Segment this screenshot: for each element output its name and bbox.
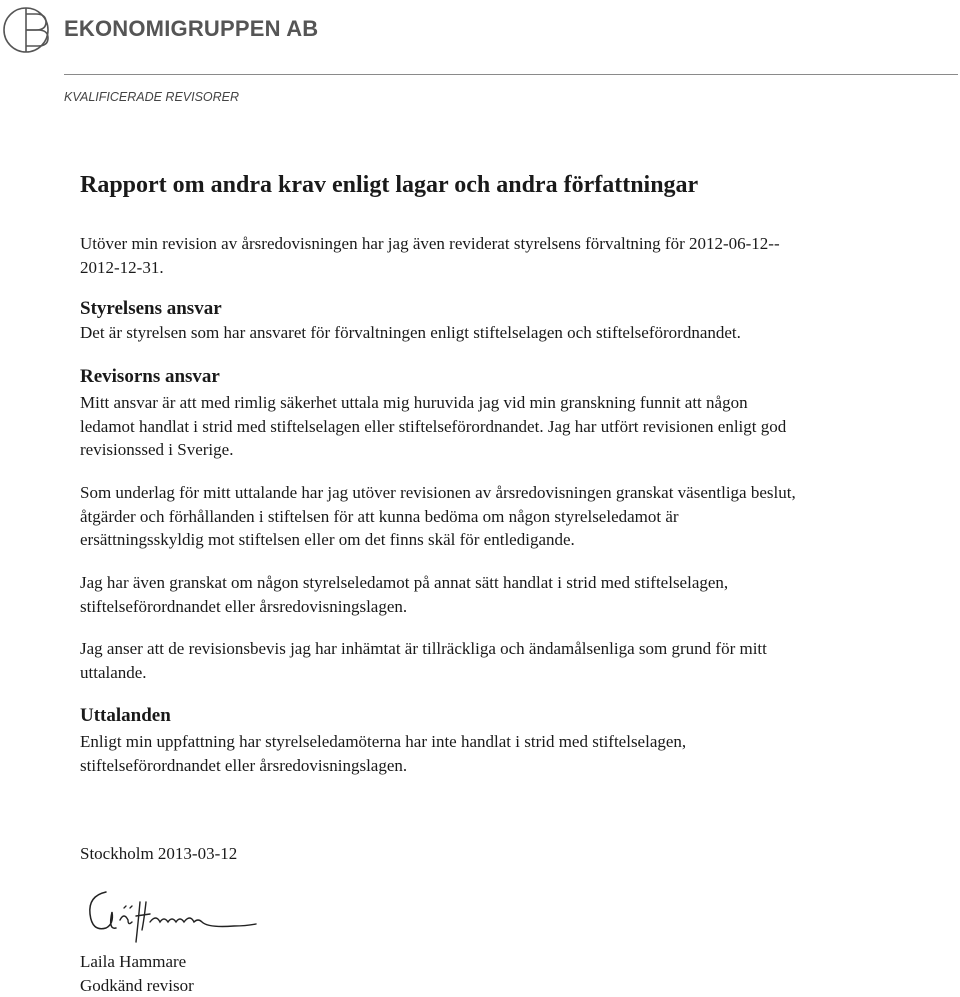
text-line: revisionssed i Sverige. xyxy=(80,438,920,462)
header-divider xyxy=(64,74,958,75)
company-tagline: KVALIFICERADE REVISORER xyxy=(64,90,239,104)
text-line: Jag har även granskat om någon styrelseledamot på annat sätt handlat i strid med stiftelselagen, xyxy=(80,571,920,595)
basis-paragraph xyxy=(80,481,920,552)
text-line: Det är styrelsen som har ansvaret för förvaltningen enligt stiftelselagen och stiftelseförordnandet. xyxy=(80,321,920,345)
text-line: åtgärder och förhållanden i stiftelsen för att kunna bedöma om någon styrelseledamot är xyxy=(80,505,920,529)
evidence-paragraph xyxy=(80,637,920,684)
text-line: stiftelseförordnandet eller årsredovisningslagen. xyxy=(80,595,920,619)
signatory xyxy=(80,950,920,997)
board-responsibility-paragraph xyxy=(80,321,920,345)
handwritten-signature xyxy=(84,884,264,946)
text-line: Enligt min uppfattning har styrelseledamöterna har inte handlat i strid med stiftelselagen, xyxy=(80,730,920,754)
text-line: Mitt ansvar är att med rimlig säkerhet uttala mig huruvida jag vid min granskning funnit att någon xyxy=(80,391,920,415)
signatory-role: Godkänd revisor xyxy=(80,974,920,997)
document-title: Rapport om andra krav enligt lagar och andra författningar xyxy=(80,172,698,199)
text-line: Stockholm 2013-03-12 xyxy=(80,842,920,866)
company-name: EKONOMIGRUPPEN AB xyxy=(64,16,318,42)
text-line: Som underlag för mitt uttalande har jag utöver revisionen av årsredovisningen granskat väsentliga beslut, xyxy=(80,481,920,505)
text-line: Jag anser att de revisionsbevis jag har inhämtat är tillräckliga och ändamålsenliga som grund för mitt xyxy=(80,637,920,661)
auditor-responsibility-heading: Revisorns ansvar xyxy=(80,366,220,388)
text-line: stiftelseförordnandet eller årsredovisningslagen. xyxy=(80,754,920,778)
text-line: ersättningsskyldig mot stiftelsen eller om det finns skäl för entledigande. xyxy=(80,528,920,552)
text-line: uttalande. xyxy=(80,661,920,685)
text-line: 2012-12-31. xyxy=(80,256,920,280)
intro-paragraph xyxy=(80,232,920,279)
statements-paragraph xyxy=(80,730,920,777)
auditor-responsibility-paragraph xyxy=(80,391,920,462)
place-and-date xyxy=(80,842,920,866)
additional-review-paragraph xyxy=(80,571,920,618)
text-line: ledamot handlat i strid med stiftelselagen eller stiftelseförordnandet. Jag har utfört revisionen enligt god xyxy=(80,415,920,439)
board-responsibility-heading: Styrelsens ansvar xyxy=(80,298,222,320)
company-logo xyxy=(2,6,50,54)
signatory-name: Laila Hammare xyxy=(80,950,920,974)
text-line: Utöver min revision av årsredovisningen har jag även reviderat styrelsens förvaltning för 2012-06-12-- xyxy=(80,232,920,256)
statements-heading: Uttalanden xyxy=(80,705,171,727)
